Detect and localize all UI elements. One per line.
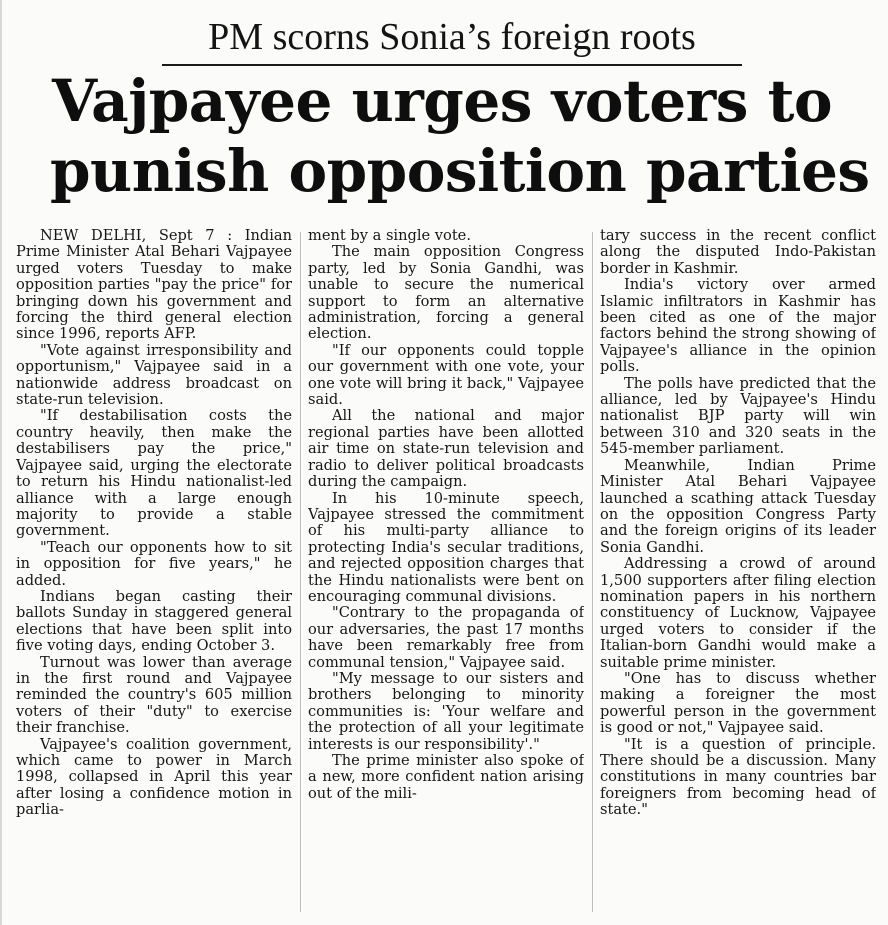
paragraph: "If destabilisation costs the country heavily, then make the destabilisers pay the price," Vajpayee said, urging the electorate to return his Hindu nationalist-led alliance with a large enough majority to provide a stable government. bbox=[16, 407, 292, 540]
article-column-3 bbox=[600, 228, 876, 918]
paragraph: tary success in the recent conflict along the disputed Indo-Pakistan border in Kashmir. bbox=[600, 228, 876, 277]
article-column-2 bbox=[308, 228, 584, 918]
paragraph: Addressing a crowd of around 1,500 supporters after filing election nomination papers in his northern constituency of Lucknow, Vajpayee urged voters to consider if the Italian-born Gandhi would make a suitable prime minister. bbox=[600, 555, 876, 671]
paragraph: NEW DELHI, Sept 7 : Indian Prime Minister Atal Behari Vajpayee urged voters Tuesday to make opposition parties "pay the price" for bringing down his government and forcing the third general election since 1996, reports AFP. bbox=[16, 228, 292, 343]
paragraph: "Contrary to the propaganda of our adversaries, the past 17 months have been remarkably free from communal tension," Vajpayee said. bbox=[308, 604, 584, 671]
paragraph: Indians began casting their ballots Sunday in staggered general elections that have been split into five voting days, ending October 3. bbox=[16, 587, 292, 655]
paragraph: "Vote against irresponsibility and opportunism," Vajpayee said in a nationwide address broadcast on state-run television. bbox=[16, 341, 292, 409]
paragraph: "One has to discuss whether making a foreigner the most powerful person in the government is good or not," Vajpayee said. bbox=[600, 669, 876, 737]
paragraph: "If our opponents could topple our government with one vote, your one vote will bring it back," Vajpayee said. bbox=[308, 341, 584, 409]
headline-line-1: Vajpayee urges voters to bbox=[52, 67, 833, 135]
paragraph: In his 10-minute speech, Vajpayee stressed the commitment of his multi-party alliance to protecting India's secular traditions, and rejected opposition charges that the Hindu nationalists were bent on encouraging communal divisions. bbox=[308, 489, 584, 605]
paragraph: Vajpayee's coalition government, which came to power in March 1998, collapsed in April this year after losing a confidence motion in parlia- bbox=[16, 735, 292, 819]
paragraph: All the national and major regional parties have been allotted air time on state-run television and radio to deliver political broadcasts during the campaign. bbox=[308, 407, 584, 491]
paragraph: The main opposition Congress party, led by Sonia Gandhi, was unable to secure the numerical support to form an alternative administration, forcing a general election. bbox=[308, 243, 584, 343]
kicker-headline: PM scorns Sonia’s foreign roots bbox=[208, 16, 696, 58]
paragraph: The prime minister also spoke of a new, more confident nation arising out of the mili- bbox=[308, 752, 584, 802]
paragraph: The polls have predicted that the alliance, led by Vajpayee's Hindu nationalist BJP party will win between 310 and 320 seats in the 545-member parliament. bbox=[600, 374, 876, 458]
column-divider bbox=[592, 232, 593, 912]
main-headline bbox=[22, 66, 882, 206]
paragraph: "It is a question of principle. There should be a discussion. Many constitutions in many countries bar foreigners from becoming head of state." bbox=[600, 735, 876, 819]
paragraph: Turnout was lower than average in the first round and Vajpayee reminded the country's 605 million voters of their "duty" to exercise their franchise. bbox=[16, 653, 292, 737]
paragraph: "Teach our opponents how to sit in opposition for five years," he added. bbox=[16, 538, 292, 589]
article-column-1 bbox=[16, 228, 292, 918]
paragraph: ment by a single vote. bbox=[308, 228, 471, 244]
article-body bbox=[16, 228, 876, 918]
headline-line-2: punish opposition parties bbox=[50, 137, 870, 205]
paragraph: India's victory over armed Islamic infiltrators in Kashmir has been cited as one of the major factors behind the strong showing of Vajpayee's alliance in the opinion polls. bbox=[600, 276, 876, 376]
paragraph: "My message to our sisters and brothers belonging to minority communities is: 'Your welfare and the protection of all your legitimate interests is our responsibility'." bbox=[308, 669, 584, 753]
column-divider bbox=[300, 232, 301, 912]
paragraph: Meanwhile, Indian Prime Minister Atal Behari Vajpayee launched a scathing attack Tuesday on the opposition Congress Party and the foreign origins of its leader Sonia Gandhi. bbox=[600, 456, 876, 556]
